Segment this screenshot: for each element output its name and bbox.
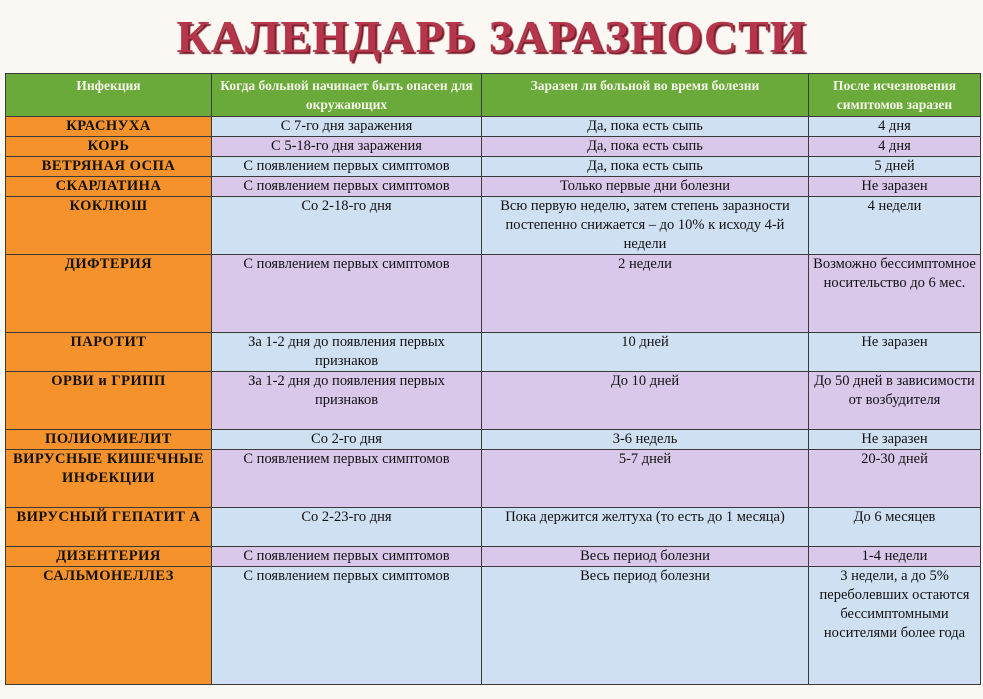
- after-cell: 5 дней: [809, 157, 981, 177]
- infection-name: ДИФТЕРИЯ: [6, 255, 212, 333]
- header-infection: Инфекция: [6, 74, 212, 117]
- during-cell: 3-6 недель: [482, 430, 809, 450]
- during-cell: Да, пока есть сыпь: [482, 157, 809, 177]
- after-cell: 4 дня: [809, 117, 981, 137]
- after-cell: 1-4 недели: [809, 547, 981, 567]
- infection-name: ОРВИ и ГРИПП: [6, 372, 212, 430]
- after-cell: Не заразен: [809, 333, 981, 372]
- during-cell: 10 дней: [482, 333, 809, 372]
- during-cell: Только первые дни болезни: [482, 177, 809, 197]
- infection-name: ВЕТРЯНАЯ ОСПА: [6, 157, 212, 177]
- start-cell: С 7-го дня заражения: [212, 117, 482, 137]
- header-after: После исчезновения симптомов заразен: [809, 74, 981, 117]
- start-cell: С появлением первых симптомов: [212, 255, 482, 333]
- table-row: [6, 508, 981, 547]
- table-row: [6, 450, 981, 508]
- table-row: [6, 430, 981, 450]
- during-cell: До 10 дней: [482, 372, 809, 430]
- header-start: Когда больной начинает быть опасен для окружающих: [212, 74, 482, 117]
- contagiousness-table: [5, 73, 981, 685]
- infection-name: СКАРЛАТИНА: [6, 177, 212, 197]
- during-cell: Весь период болезни: [482, 547, 809, 567]
- during-cell: Да, пока есть сыпь: [482, 117, 809, 137]
- table-row: [6, 255, 981, 333]
- infection-name: САЛЬМОНЕЛЛЕЗ: [6, 567, 212, 685]
- during-cell: Всю первую неделю, затем степень заразности постепенно снижается – до 10% к исходу 4-й недели: [482, 197, 809, 255]
- start-cell: С появлением первых симптомов: [212, 157, 482, 177]
- table-row: [6, 197, 981, 255]
- infection-name: ВИРУСНЫЙ ГЕПАТИТ А: [6, 508, 212, 547]
- start-cell: С появлением первых симптомов: [212, 177, 482, 197]
- during-cell: Да, пока есть сыпь: [482, 137, 809, 157]
- start-cell: С появлением первых симптомов: [212, 547, 482, 567]
- during-cell: 5-7 дней: [482, 450, 809, 508]
- after-cell: 20-30 дней: [809, 450, 981, 508]
- start-cell: Со 2-23-го дня: [212, 508, 482, 547]
- table-row: [6, 372, 981, 430]
- after-cell: Не заразен: [809, 177, 981, 197]
- infection-name: КОРЬ: [6, 137, 212, 157]
- table-row: [6, 567, 981, 685]
- during-cell: Пока держится желтуха (то есть до 1 месяца): [482, 508, 809, 547]
- after-cell: До 50 дней в зависимости от возбудителя: [809, 372, 981, 430]
- header-row: [6, 74, 981, 117]
- table-row: [6, 333, 981, 372]
- start-cell: Со 2-18-го дня: [212, 197, 482, 255]
- table-row: [6, 117, 981, 137]
- infection-name: ПОЛИОМИЕЛИТ: [6, 430, 212, 450]
- table-row: [6, 157, 981, 177]
- infection-name: КОКЛЮШ: [6, 197, 212, 255]
- after-cell: 4 дня: [809, 137, 981, 157]
- infection-name: ДИЗЕНТЕРИЯ: [6, 547, 212, 567]
- start-cell: С появлением первых симптомов: [212, 567, 482, 685]
- after-cell: До 6 месяцев: [809, 508, 981, 547]
- start-cell: С появлением первых симптомов: [212, 450, 482, 508]
- after-cell: Возможно бессимптомное носительство до 6 мес.: [809, 255, 981, 333]
- header-during: Заразен ли больной во время болезни: [482, 74, 809, 117]
- infection-name: КРАСНУХА: [6, 117, 212, 137]
- start-cell: За 1-2 дня до появления первых признаков: [212, 372, 482, 430]
- page-title: КАЛЕНДАРЬ ЗАРАЗНОСТИ: [176, 11, 807, 62]
- during-cell: 2 недели: [482, 255, 809, 333]
- start-cell: С 5-18-го дня заражения: [212, 137, 482, 157]
- after-cell: Не заразен: [809, 430, 981, 450]
- during-cell: Весь период болезни: [482, 567, 809, 685]
- after-cell: 4 недели: [809, 197, 981, 255]
- infection-name: ПАРОТИТ: [6, 333, 212, 372]
- after-cell: 3 недели, а до 5% переболевших остаются бессимптомными носителями более года: [809, 567, 981, 685]
- start-cell: За 1-2 дня до появления первых признаков: [212, 333, 482, 372]
- table-row: [6, 547, 981, 567]
- infection-name: ВИРУСНЫЕ КИШЕЧНЫЕ ИНФЕКЦИИ: [6, 450, 212, 508]
- start-cell: Со 2-го дня: [212, 430, 482, 450]
- table-row: [6, 137, 981, 157]
- table-row: [6, 177, 981, 197]
